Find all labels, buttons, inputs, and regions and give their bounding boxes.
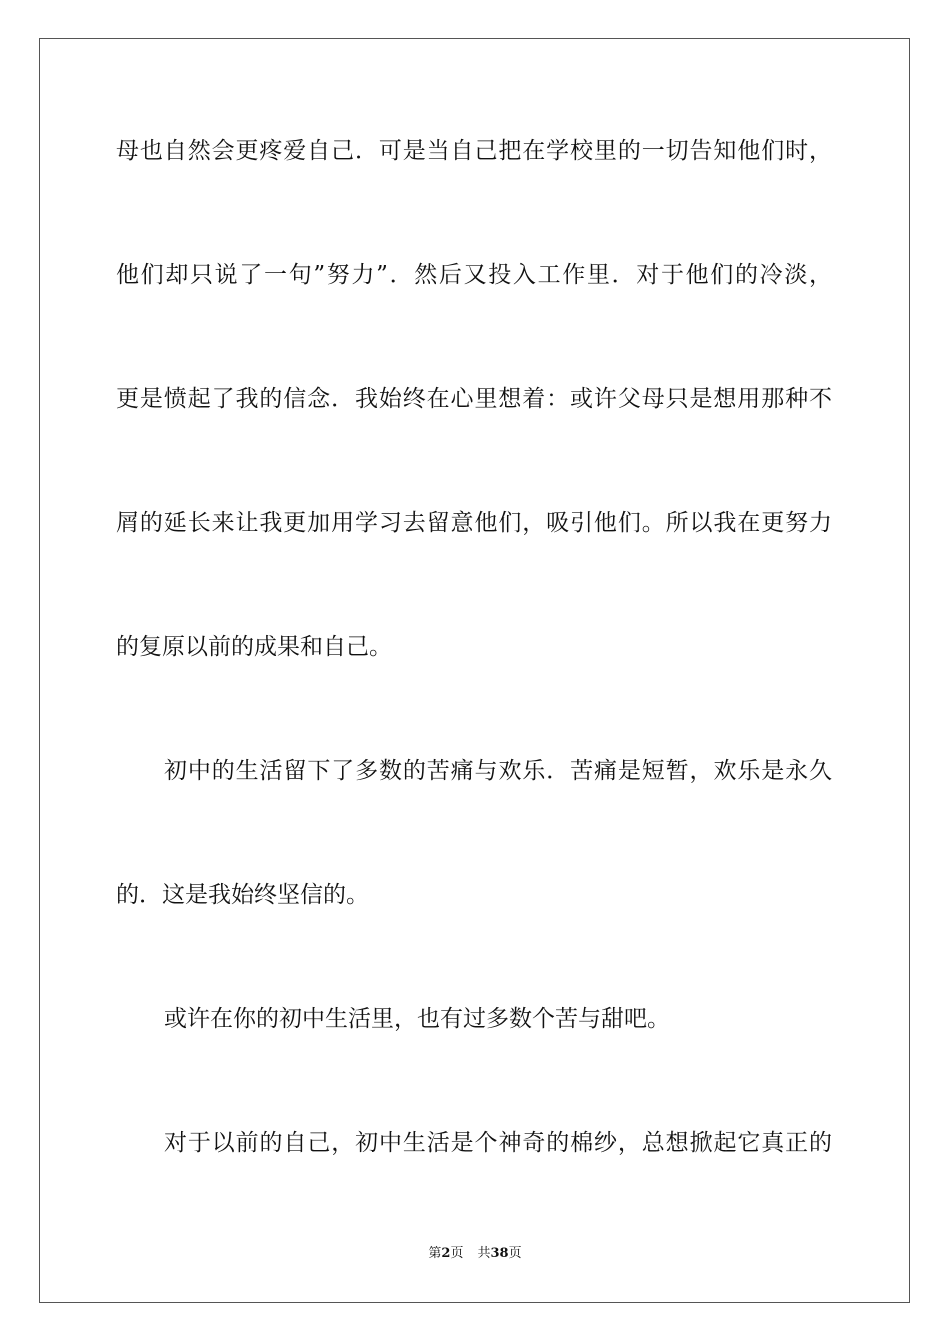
footer-total-pages: 38: [490, 1246, 509, 1261]
text-line-2: 他们却只说了一句”努力”．然后又投入工作里．对于他们的冷淡，: [116, 262, 832, 288]
text-line-9: 对于以前的自己，初中生活是个神奇的棉纱，总想掀起它真正的: [164, 1130, 832, 1156]
footer-total-prefix: 共: [477, 1246, 491, 1261]
text-line-3: 更是愤起了我的信念．我始终在心里想着：或许父母只是想用那种不: [116, 386, 832, 412]
text-line-5: 的复原以前的成果和自己。: [116, 634, 392, 660]
page-border: [39, 38, 910, 1303]
page-footer: [0, 1245, 950, 1263]
text-line-7: 的．这是我始终坚信的。: [116, 882, 369, 908]
text-line-6: 初中的生活留下了多数的苦痛与欢乐．苦痛是短暂，欢乐是永久: [164, 758, 832, 784]
text-line-8: 或许在你的初中生活里，也有过多数个苦与甜吧。: [164, 1006, 670, 1032]
text-line-1: 母也自然会更疼爱自己．可是当自己把在学校里的一切告知他们时，: [116, 138, 832, 164]
footer-page-suffix: 页: [450, 1246, 464, 1261]
footer-total-suffix: 页: [508, 1246, 522, 1261]
footer-page-number: 2: [441, 1246, 451, 1261]
text-line-4: 屑的延长来让我更加用学习去留意他们，吸引他们。所以我在更努力: [116, 510, 832, 536]
footer-page-prefix: 第: [428, 1246, 442, 1261]
